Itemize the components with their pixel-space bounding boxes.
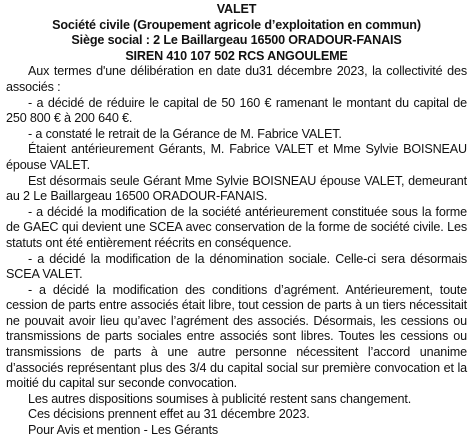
paragraph-other-provisions: Les autres dispositions soumises à publicité restent sans changement. xyxy=(28,391,412,406)
paragraph-management-withdrawal: - a constaté le retrait de la Gérance de M. Fabrice VALET. xyxy=(28,126,342,141)
paragraph-intro: Aux termes d'une délibération en date du31 décembre 2023, la collectivité des associés : xyxy=(6,64,467,94)
paragraph-signature: Pour Avis et mention - Les Gérants xyxy=(28,423,218,438)
siren-number: SIREN 410 107 502 RCS ANGOULEME xyxy=(125,48,348,63)
paragraph-effective-date: Ces décisions prennent effet au 31 décembre 2023. xyxy=(28,407,310,422)
paragraph-company-form-change: - a décidé la modification de la société antérieurement constituée sous la forme de GAEC qui devient une SCEA avec conservation de la forme de société civile. Les statuts ont été entièrement réécrits en conséquence. xyxy=(6,204,467,250)
paragraph-capital-reduction: - a décidé de réduire le capital de 50 160 € ramenant le montant du capital de 250 800 € à 200 640 €. xyxy=(6,95,467,126)
company-form: Société civile (Groupement agricole d’exploitation en commun) xyxy=(52,17,421,32)
paragraph-approval-conditions: - a décidé la modification des conditions d’agrément. Antérieurement, toute cession de parts entre associés était libre, tout cession de parts à un tiers nécessitait ne pouvait avoir lieu qu’avec l’agrément des associés. Désormais, les cessions ou transmissions de parts sociales entre associés sont libres. Toutes les cessions ou transmissions de parts à une autre personne nécessitent l’accord unanime d’associés représentant plus des 3/4 du capital social sur première convocation et la moitié du capital sur seconde convocation. xyxy=(6,282,467,391)
registered-office: Siège social : 2 Le Baillargeau 16500 ORADOUR-FANAIS xyxy=(71,33,402,48)
paragraph-name-change: - a décidé la modification de la dénomination sociale. Celle-ci sera désormais SCEA VALET. xyxy=(6,251,467,282)
company-name: VALET xyxy=(216,2,257,16)
paragraph-current-manager: Est désormais seule Gérant Mme Sylvie BOISNEAU épouse VALET, demeurant au 2 Le Baillargeau 16500 ORADOUR-FANAIS. xyxy=(6,173,467,204)
paragraph-former-managers: Étaient antérieurement Gérants, M. Fabrice VALET et Mme Sylvie BOISNEAU épouse VALET. xyxy=(6,142,467,172)
